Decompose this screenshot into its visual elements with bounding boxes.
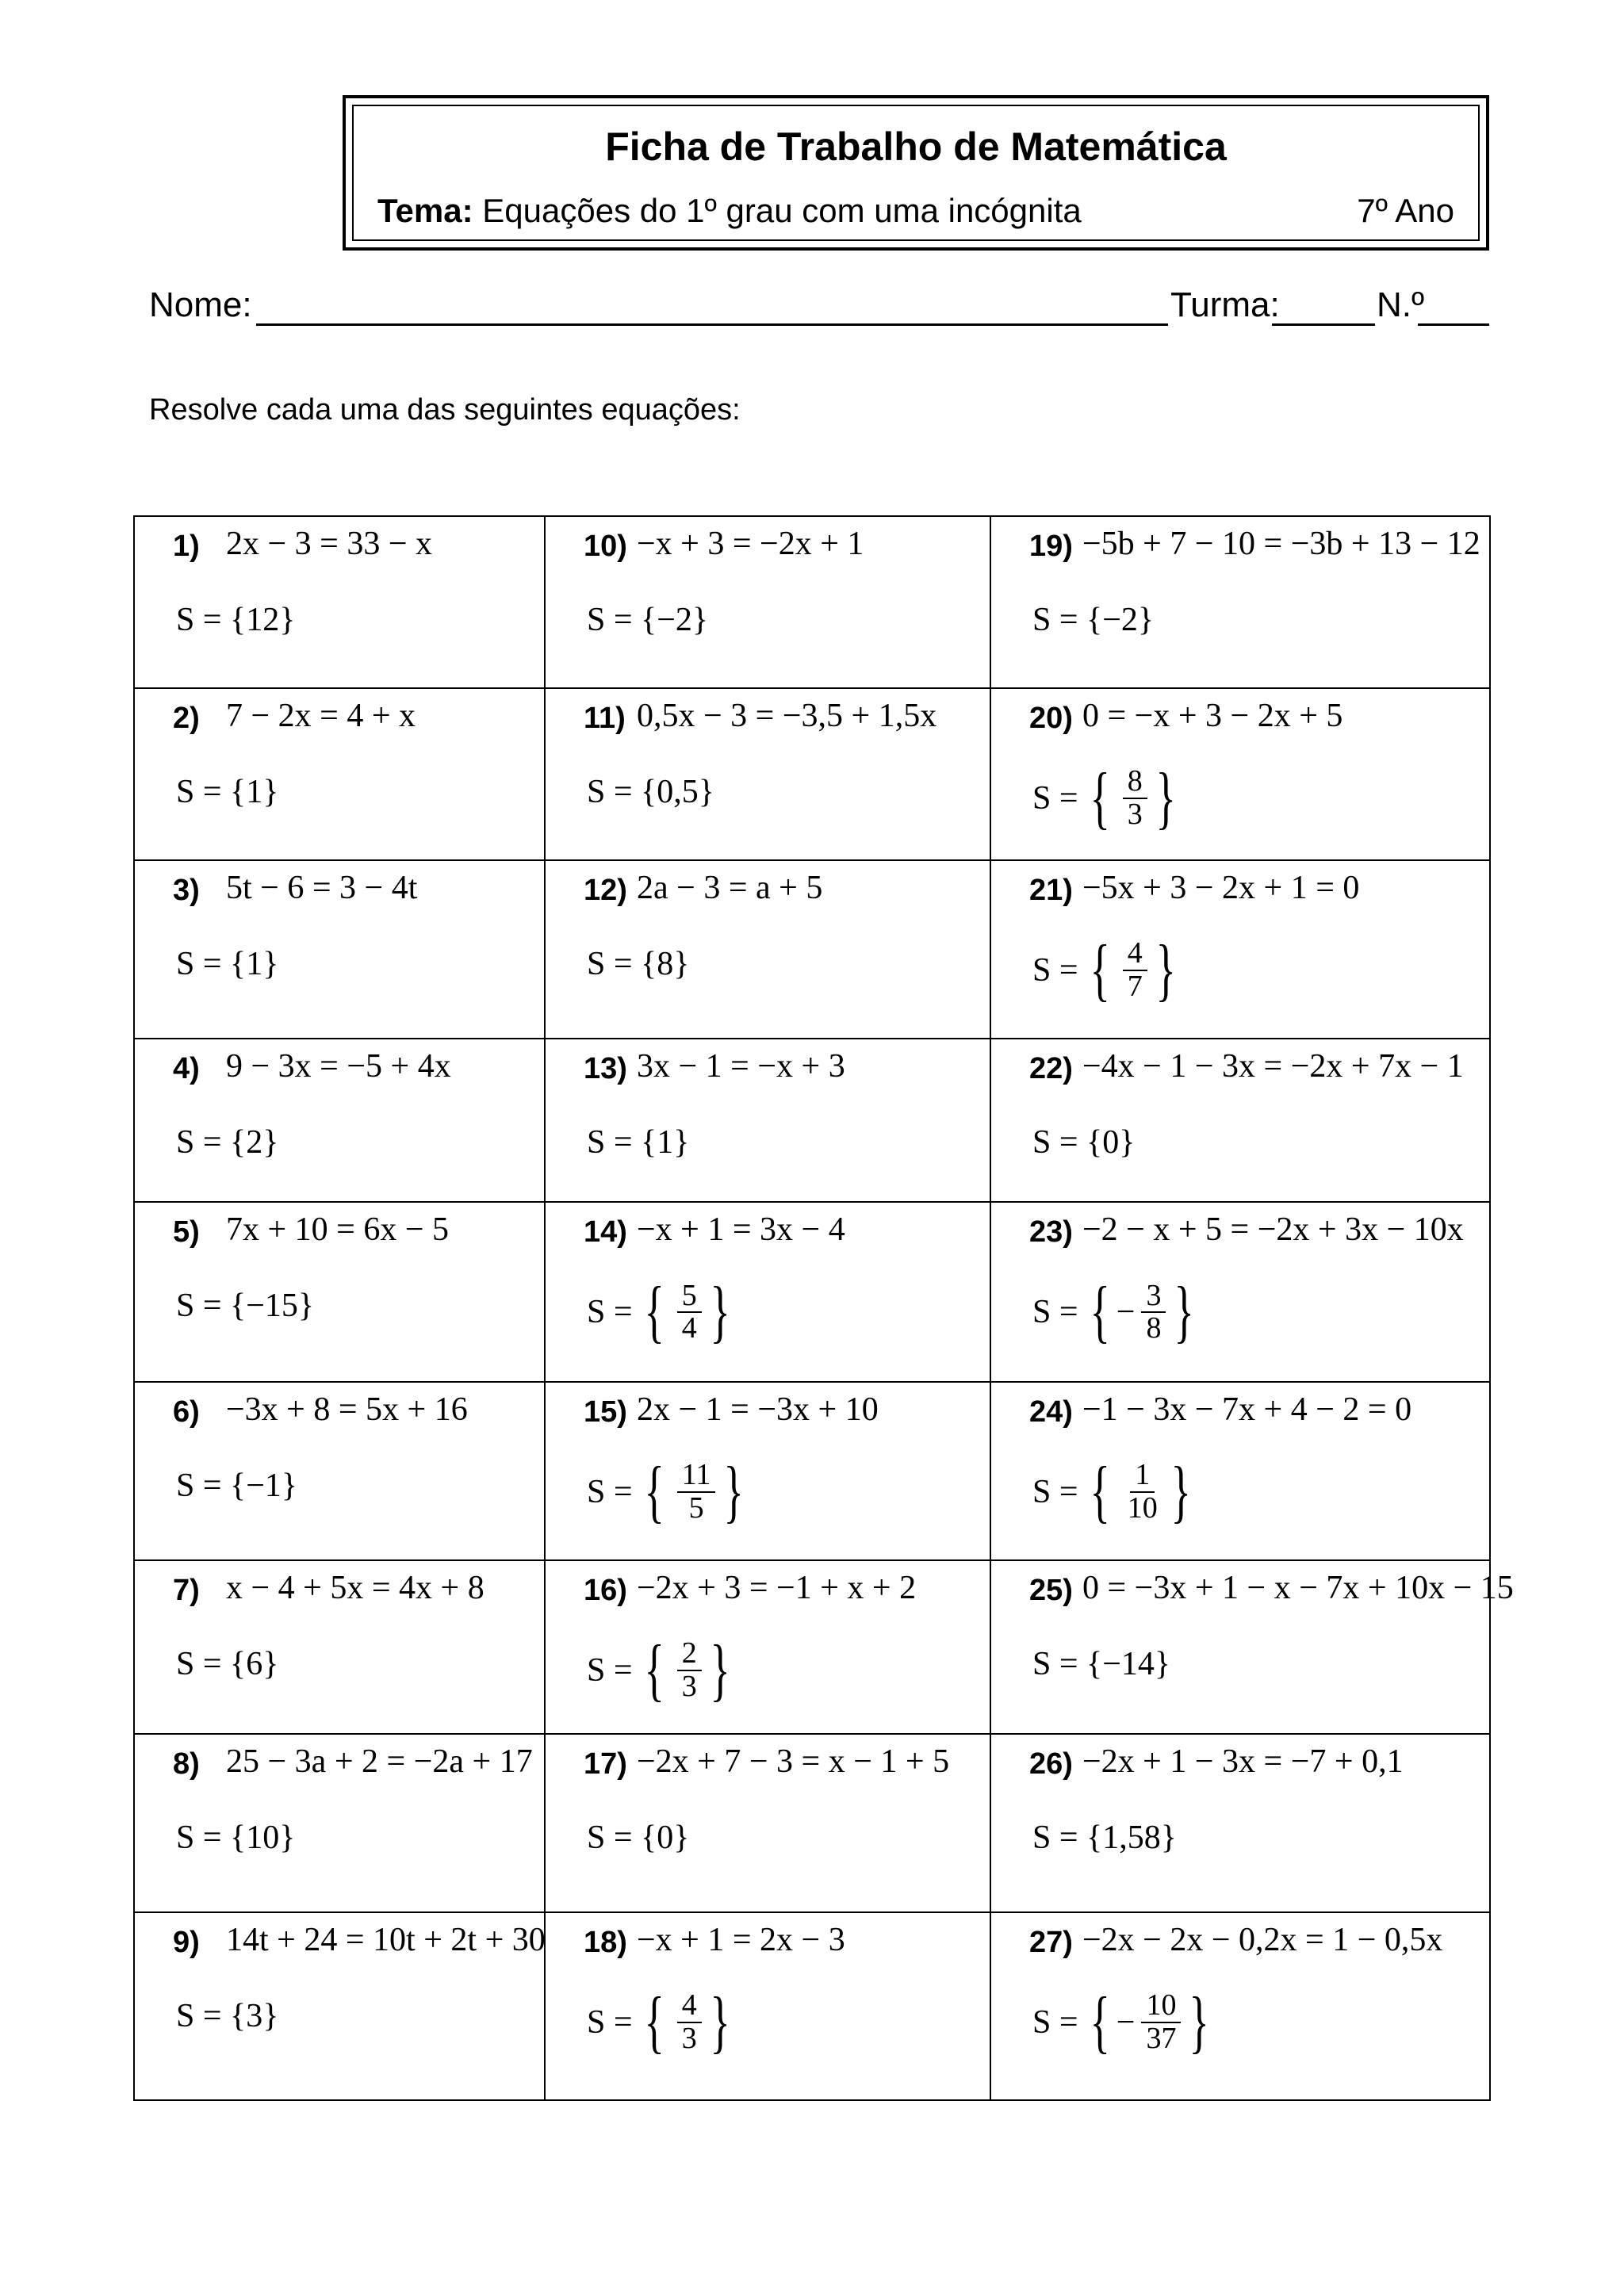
left-brace: { — [643, 1984, 665, 2061]
fraction-numerator: 5 — [677, 1280, 702, 1314]
exercise-equation: 14t + 24 = 10t + 2t + 30 — [226, 1922, 546, 1958]
exercise-cell — [990, 1734, 1490, 1912]
exercise-cell — [990, 1382, 1490, 1560]
instruction-text: Resolve cada uma das seguintes equações: — [149, 393, 741, 427]
right-brace: } — [710, 1273, 730, 1351]
left-brace: { — [1089, 759, 1110, 836]
exercise-number: 22) — [1029, 1051, 1073, 1085]
left-brace: { — [1089, 1453, 1110, 1531]
exercise-cell — [134, 1734, 545, 1912]
solution-prefix: S = — [587, 1474, 633, 1511]
exercise-solution: S = {1,58} — [1032, 1820, 1177, 1857]
class-field[interactable] — [1272, 323, 1375, 326]
exercise-cell — [545, 1382, 990, 1560]
left-brace: { — [643, 1453, 665, 1531]
exercise-item — [135, 1913, 544, 2099]
class-label: Turma: — [1170, 285, 1280, 324]
solution-sign: − — [1116, 2004, 1136, 2041]
exercise-number: 20) — [1029, 701, 1073, 735]
exercise-number: 19) — [1029, 530, 1073, 563]
exercise-item — [546, 1039, 990, 1202]
fraction-denominator: 8 — [1146, 1311, 1162, 1345]
solution-fraction — [1141, 1990, 1181, 2055]
table-row — [134, 1382, 1490, 1560]
solution-prefix: S = — [1032, 1474, 1078, 1511]
exercise-solution: S = {0} — [587, 1820, 690, 1857]
solution-fraction — [677, 1460, 716, 1525]
exercise-item — [991, 1383, 1489, 1559]
table-row — [134, 1734, 1490, 1912]
exercise-equation: −1 − 3x − 7x + 4 − 2 = 0 — [1082, 1391, 1412, 1429]
exercise-table — [133, 515, 1514, 2101]
exercise-cell — [545, 516, 990, 688]
table-row — [134, 1560, 1490, 1734]
exercise-number: 6) — [173, 1395, 200, 1429]
student-info-line — [149, 285, 1489, 333]
exercise-solution — [587, 1453, 751, 1531]
fraction-numerator: 2 — [677, 1638, 702, 1671]
theme-label: Tema: — [377, 192, 473, 229]
exercise-equation: −x + 1 = 2x − 3 — [637, 1922, 845, 1958]
exercise-number: 14) — [584, 1215, 627, 1249]
exercise-solution: S = {6} — [176, 1646, 279, 1683]
fraction-numerator: 4 — [677, 1990, 702, 2023]
exercise-item — [991, 1561, 1514, 1733]
exercise-item — [135, 1561, 544, 1733]
name-field[interactable] — [256, 323, 1168, 326]
exercise-equation: −2 − x + 5 = −2x + 3x − 10x — [1082, 1211, 1464, 1249]
exercise-number: 24) — [1029, 1395, 1073, 1429]
exercise-solution: S = {0,5} — [587, 773, 714, 810]
exercise-item — [991, 1203, 1489, 1381]
right-brace: } — [1155, 931, 1176, 1008]
fraction-denominator: 7 — [1127, 969, 1143, 1003]
right-brace: } — [710, 1632, 730, 1709]
exercise-equation: −x + 1 = 3x − 4 — [637, 1211, 845, 1249]
exercise-solution: S = {−2} — [587, 602, 709, 638]
exercise-item — [135, 517, 544, 687]
number-field[interactable] — [1418, 323, 1489, 326]
exercise-item — [991, 1913, 1489, 2099]
exercise-solution: S = {1} — [176, 945, 279, 982]
exercise-item — [135, 861, 544, 1038]
exercise-solution — [1032, 759, 1182, 836]
exercise-solution: S = {2} — [176, 1123, 279, 1161]
exercise-solution: S = {12} — [176, 602, 296, 638]
table-row — [134, 1202, 1490, 1382]
solution-prefix: S = — [587, 1652, 633, 1689]
exercise-number: 1) — [173, 530, 200, 563]
grade-label: 7º Ano — [1357, 192, 1454, 229]
exercise-equation: 0 = −x + 3 − 2x + 5 — [1082, 697, 1343, 734]
right-brace: } — [1189, 1984, 1210, 2061]
exercise-number: 23) — [1029, 1215, 1073, 1249]
exercise-equation: −4x − 1 − 3x = −2x + 7x − 1 — [1082, 1047, 1464, 1085]
exercise-solution — [587, 1273, 737, 1351]
exercise-cell — [990, 1912, 1490, 2100]
table-row — [134, 688, 1490, 860]
exercise-cell — [990, 1560, 1514, 1734]
exercise-equation: −2x + 7 − 3 = x − 1 + 5 — [637, 1743, 950, 1781]
exercise-cell — [545, 1734, 990, 1912]
exercise-equation: −3x + 8 = 5x + 16 — [226, 1391, 468, 1429]
exercise-equation: 0,5x − 3 = −3,5 + 1,5x — [637, 697, 937, 734]
exercise-number: 12) — [584, 873, 627, 907]
exercise-item — [135, 1735, 544, 1911]
left-brace: { — [1089, 1984, 1110, 2061]
fraction-denominator: 3 — [1127, 797, 1143, 831]
exercise-solution: S = {−1} — [176, 1468, 298, 1505]
exercise-number: 17) — [584, 1747, 627, 1781]
exercise-item — [135, 1383, 544, 1559]
table-row — [134, 860, 1490, 1039]
exercise-item — [991, 1039, 1489, 1202]
exercise-number: 3) — [173, 873, 200, 907]
exercise-equation: −5x + 3 − 2x + 1 = 0 — [1082, 869, 1360, 906]
exercise-cell — [134, 1039, 545, 1203]
exercise-solution: S = {3} — [176, 1998, 279, 2034]
header-inner-frame — [352, 105, 1480, 241]
exercise-item — [991, 861, 1489, 1038]
exercise-number: 25) — [1029, 1574, 1073, 1608]
table-row — [134, 516, 1490, 688]
exercise-cell — [134, 516, 545, 688]
solution-prefix: S = — [587, 1294, 633, 1331]
exercise-cell — [990, 688, 1490, 860]
solution-sign: − — [1116, 1294, 1136, 1331]
exercise-solution: S = {8} — [587, 945, 690, 982]
exercise-solution — [1032, 931, 1182, 1008]
exercise-number: 16) — [584, 1574, 627, 1608]
solution-prefix: S = — [1032, 951, 1078, 989]
fraction-numerator: 10 — [1141, 1990, 1181, 2023]
theme-line — [377, 192, 1082, 230]
right-brace: } — [1155, 759, 1176, 836]
solution-prefix: S = — [587, 2004, 633, 2041]
exercise-solution: S = {−14} — [1032, 1646, 1171, 1683]
exercise-cell — [545, 1202, 990, 1382]
fraction-numerator: 1 — [1130, 1460, 1155, 1493]
exercise-equation: 25 − 3a + 2 = −2a + 17 — [226, 1743, 533, 1781]
exercise-number: 9) — [173, 1926, 200, 1959]
fraction-denominator: 4 — [681, 1311, 697, 1345]
exercise-number: 10) — [584, 530, 627, 563]
fraction-denominator: 3 — [681, 2022, 697, 2055]
solution-prefix: S = — [1032, 1294, 1078, 1331]
solution-fraction — [677, 1638, 702, 1703]
fraction-denominator: 37 — [1146, 2022, 1177, 2055]
exercise-equation: 0 = −3x + 1 − x − 7x + 10x − 15 — [1082, 1570, 1514, 1607]
exercise-solution: S = {10} — [176, 1820, 296, 1857]
exercise-number: 11) — [584, 701, 626, 735]
exercise-number: 5) — [173, 1215, 200, 1249]
exercise-equation: 2x − 1 = −3x + 10 — [637, 1391, 879, 1429]
exercise-item — [546, 1561, 990, 1733]
right-brace: } — [1170, 1453, 1191, 1531]
right-brace: } — [723, 1453, 745, 1531]
exercise-solution: S = {1} — [176, 773, 279, 810]
solution-fraction — [677, 1990, 702, 2055]
exercise-cell — [134, 1202, 545, 1382]
exercise-solution — [1032, 1453, 1197, 1531]
exercise-cell — [990, 1039, 1490, 1203]
exercise-number: 2) — [173, 701, 200, 735]
exercise-solution — [1032, 1273, 1201, 1351]
number-label: N.º — [1377, 285, 1425, 324]
theme-text: Equações do 1º grau com uma incógnita — [482, 192, 1082, 229]
solution-fraction — [677, 1280, 702, 1345]
exercise-item — [135, 689, 544, 859]
exercise-item — [546, 689, 990, 859]
exercise-item — [135, 1039, 544, 1202]
exercise-solution: S = {−2} — [1032, 602, 1155, 638]
exercise-item — [546, 1735, 990, 1911]
exercise-cell — [134, 1382, 545, 1560]
right-brace: } — [710, 1984, 730, 2061]
fraction-denominator: 5 — [688, 1491, 704, 1525]
exercise-equation: 7 − 2x = 4 + x — [226, 697, 416, 734]
solution-fraction — [1123, 938, 1147, 1003]
exercise-cell — [545, 1039, 990, 1203]
exercise-cell — [990, 516, 1490, 688]
page-title: Ficha de Trabalho de Matemática — [605, 124, 1227, 169]
exercise-solution — [587, 1984, 737, 2061]
exercise-cell — [990, 860, 1490, 1039]
exercise-cell — [545, 688, 990, 860]
exercise-solution: S = {−15} — [176, 1288, 315, 1325]
exercise-cell — [545, 1912, 990, 2100]
fraction-numerator: 11 — [677, 1460, 716, 1493]
exercise-equation: −2x + 3 = −1 + x + 2 — [637, 1570, 917, 1607]
exercise-number: 7) — [173, 1574, 200, 1608]
exercise-number: 13) — [584, 1051, 627, 1085]
exercise-number: 18) — [584, 1926, 627, 1959]
exercise-cell — [134, 1912, 545, 2100]
left-brace: { — [1089, 1273, 1110, 1351]
exercise-solution: S = {1} — [587, 1123, 690, 1161]
header-box — [343, 95, 1489, 251]
exercise-equation: −2x − 2x − 0,2x = 1 − 0,5x — [1082, 1922, 1443, 1958]
exercise-solution: S = {0} — [1032, 1123, 1136, 1161]
exercise-cell — [134, 860, 545, 1039]
fraction-numerator: 3 — [1141, 1280, 1166, 1314]
exercise-item — [546, 517, 990, 687]
exercise-cell — [545, 860, 990, 1039]
exercise-cell — [134, 1560, 545, 1734]
solution-prefix: S = — [1032, 779, 1078, 817]
left-brace: { — [1089, 931, 1110, 1008]
exercise-item — [546, 1913, 990, 2099]
exercise-number: 4) — [173, 1051, 200, 1085]
left-brace: { — [643, 1632, 665, 1709]
exercise-equation: −5b + 7 − 10 = −3b + 13 − 12 — [1082, 526, 1480, 562]
exercise-item — [991, 517, 1489, 687]
solution-fraction — [1141, 1280, 1166, 1345]
exercise-equation: 3x − 1 = −x + 3 — [637, 1047, 845, 1085]
exercise-cell — [545, 1560, 990, 1734]
exercise-number: 21) — [1029, 873, 1073, 907]
exercise-item — [135, 1203, 544, 1381]
exercise-number: 27) — [1029, 1926, 1073, 1959]
exercise-number: 26) — [1029, 1747, 1073, 1781]
exercise-item — [546, 861, 990, 1038]
exercise-equation: 2a − 3 = a + 5 — [637, 869, 823, 906]
exercise-equation: 9 − 3x = −5 + 4x — [226, 1047, 451, 1085]
exercise-cell — [134, 688, 545, 860]
fraction-numerator: 4 — [1123, 938, 1147, 971]
exercise-equation: 7x + 10 = 6x − 5 — [226, 1211, 450, 1249]
solution-prefix: S = — [1032, 2004, 1078, 2041]
table-row — [134, 1912, 1490, 2100]
exercise-solution — [587, 1632, 737, 1709]
exercise-number: 15) — [584, 1395, 627, 1429]
exercise-item — [546, 1383, 990, 1559]
solution-fraction — [1123, 1460, 1162, 1525]
exercise-equation: x − 4 + 5x = 4x + 8 — [226, 1570, 485, 1607]
fraction-denominator: 3 — [681, 1670, 697, 1704]
name-label: Nome: — [149, 285, 252, 324]
exercise-item — [991, 1735, 1489, 1911]
fraction-denominator: 10 — [1127, 1491, 1158, 1525]
exercise-solution — [1032, 1984, 1216, 2061]
exercise-equation: 5t − 6 = 3 − 4t — [226, 869, 418, 906]
exercise-equation: −2x + 1 − 3x = −7 + 0,1 — [1082, 1743, 1404, 1781]
exercise-number: 8) — [173, 1747, 200, 1781]
exercise-equation: −x + 3 = −2x + 1 — [637, 526, 864, 562]
table-row — [134, 1039, 1490, 1203]
exercise-cell — [990, 1202, 1490, 1382]
exercise-item — [546, 1203, 990, 1381]
solution-fraction — [1123, 763, 1147, 831]
fraction-numerator: 8 — [1123, 766, 1147, 799]
exercise-item — [991, 689, 1489, 859]
left-brace: { — [643, 1273, 665, 1351]
right-brace: } — [1174, 1273, 1195, 1351]
exercise-equation: 2x − 3 = 33 − x — [226, 526, 433, 562]
